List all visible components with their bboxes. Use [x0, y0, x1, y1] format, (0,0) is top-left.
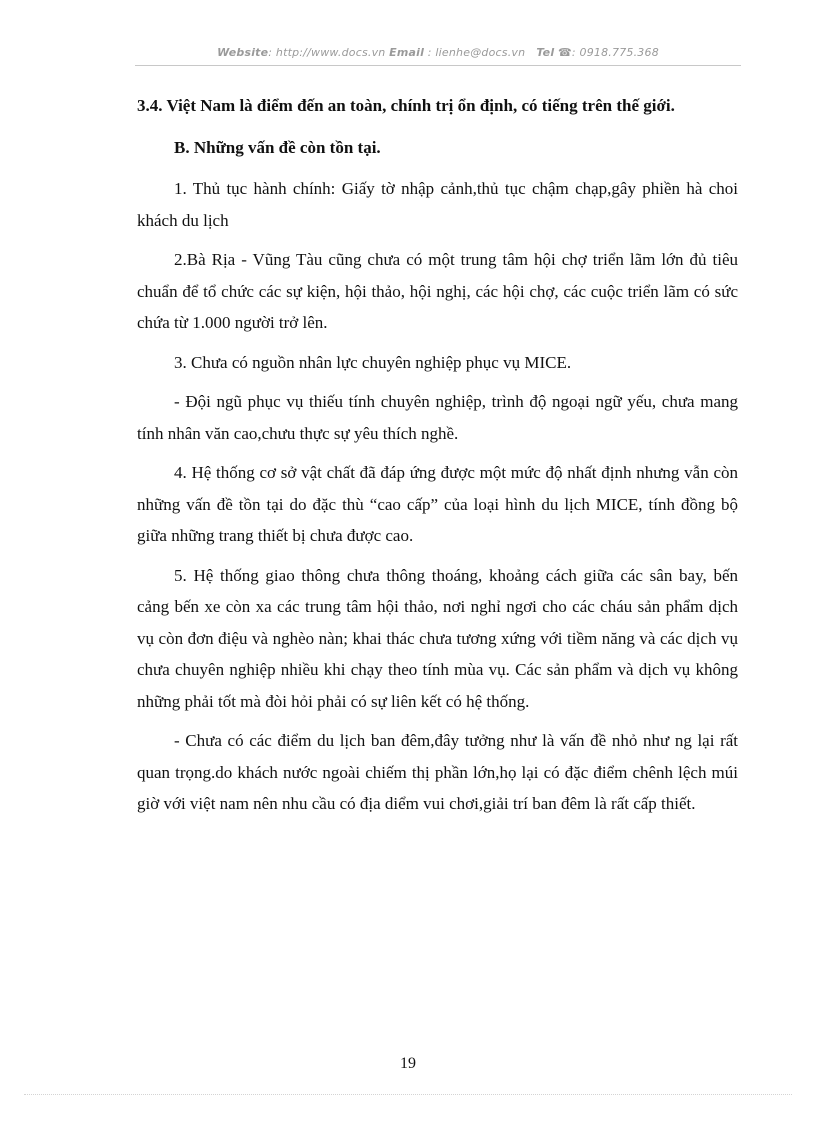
website-label: Website: [217, 46, 269, 59]
paragraph: 1. Thủ tục hành chính: Giấy tờ nhập cảnh,thủ tục chậm chạp,gây phiền hà choi khách du lịch: [137, 179, 738, 230]
paragraph: - Chưa có các điểm du lịch ban đêm,đây tưởng như là vấn đề nhỏ như ng lại rất quan trọng.do khách nước ngoài chiếm thị phần lớn,họ lại có đặc điểm chênh lệch múi giờ với việt nam nên nhu cầu có địa diểm vui chơi,giải trí ban đêm là rất cấp thiết.: [137, 731, 738, 813]
paragraph: 2.Bà Rịa - Vũng Tàu cũng chưa có một trung tâm hội chợ triển lãm lớn đủ tiêu chuẩn để tổ chức các sự kiện, hội thảo, hội nghị, các hội chợ, các cuộc triển lãm có sức chứa từ 1.000 người trở lên.: [137, 250, 738, 332]
page-number: 19: [400, 1055, 416, 1072]
page-header: [135, 46, 741, 59]
header-divider: [135, 65, 741, 66]
phone-icon: ☎: [558, 46, 572, 59]
footer-divider: [24, 1094, 792, 1095]
section-heading: 3.4. Việt Nam là điểm đến an toàn, chính trị ổn định, có tiếng trên thế giới.: [137, 96, 675, 115]
tel-value: : 0918.775.368: [571, 46, 659, 59]
section-subheading: B. Những vấn đề còn tồn tại.: [174, 137, 381, 157]
email-label: Email: [389, 46, 425, 59]
paragraph: 3. Chưa có nguồn nhân lực chuyên nghiệp phục vụ MICE.: [174, 352, 572, 372]
paragraph: 4. Hệ thống cơ sở vật chất đã đáp ứng được một mức độ nhất định nhưng vẫn còn những vấn đề tồn tại do đặc thù “cao cấp” của loại hình du lịch MICE, tính đồng bộ giữa những trang thiết bị chưa được cao.: [137, 463, 738, 545]
paragraph: 5. Hệ thống giao thông chưa thông thoáng, khoảng cách giữa các sân bay, bến cảng bến xe còn xa các trung tâm hội thảo, nơi nghỉ ngơi cho các cháu sản phẩm dịch vụ còn đơn điệu và nghèo nàn; khai thác chưa tương xứng với tiềm năng và các dịch vụ chưa chuyên nghiệp nhiều khi chạy theo tính mùa vụ. Các sản phẩm và dịch vụ không những phải tốt mà đòi hỏi phải có sự liên kết có hệ thống.: [137, 565, 738, 711]
email-value: : lienhe@docs.vn: [424, 46, 526, 59]
document-body: [137, 90, 738, 828]
tel-label: Tel: [536, 46, 555, 59]
paragraph: - Đội ngũ phục vụ thiếu tính chuyên nghiệp, trình độ ngoại ngữ yếu, chưa mang tính nhân văn cao,chưu thực sự yêu thích nghề.: [137, 392, 738, 443]
website-value: : http://www.docs.vn: [268, 46, 386, 59]
